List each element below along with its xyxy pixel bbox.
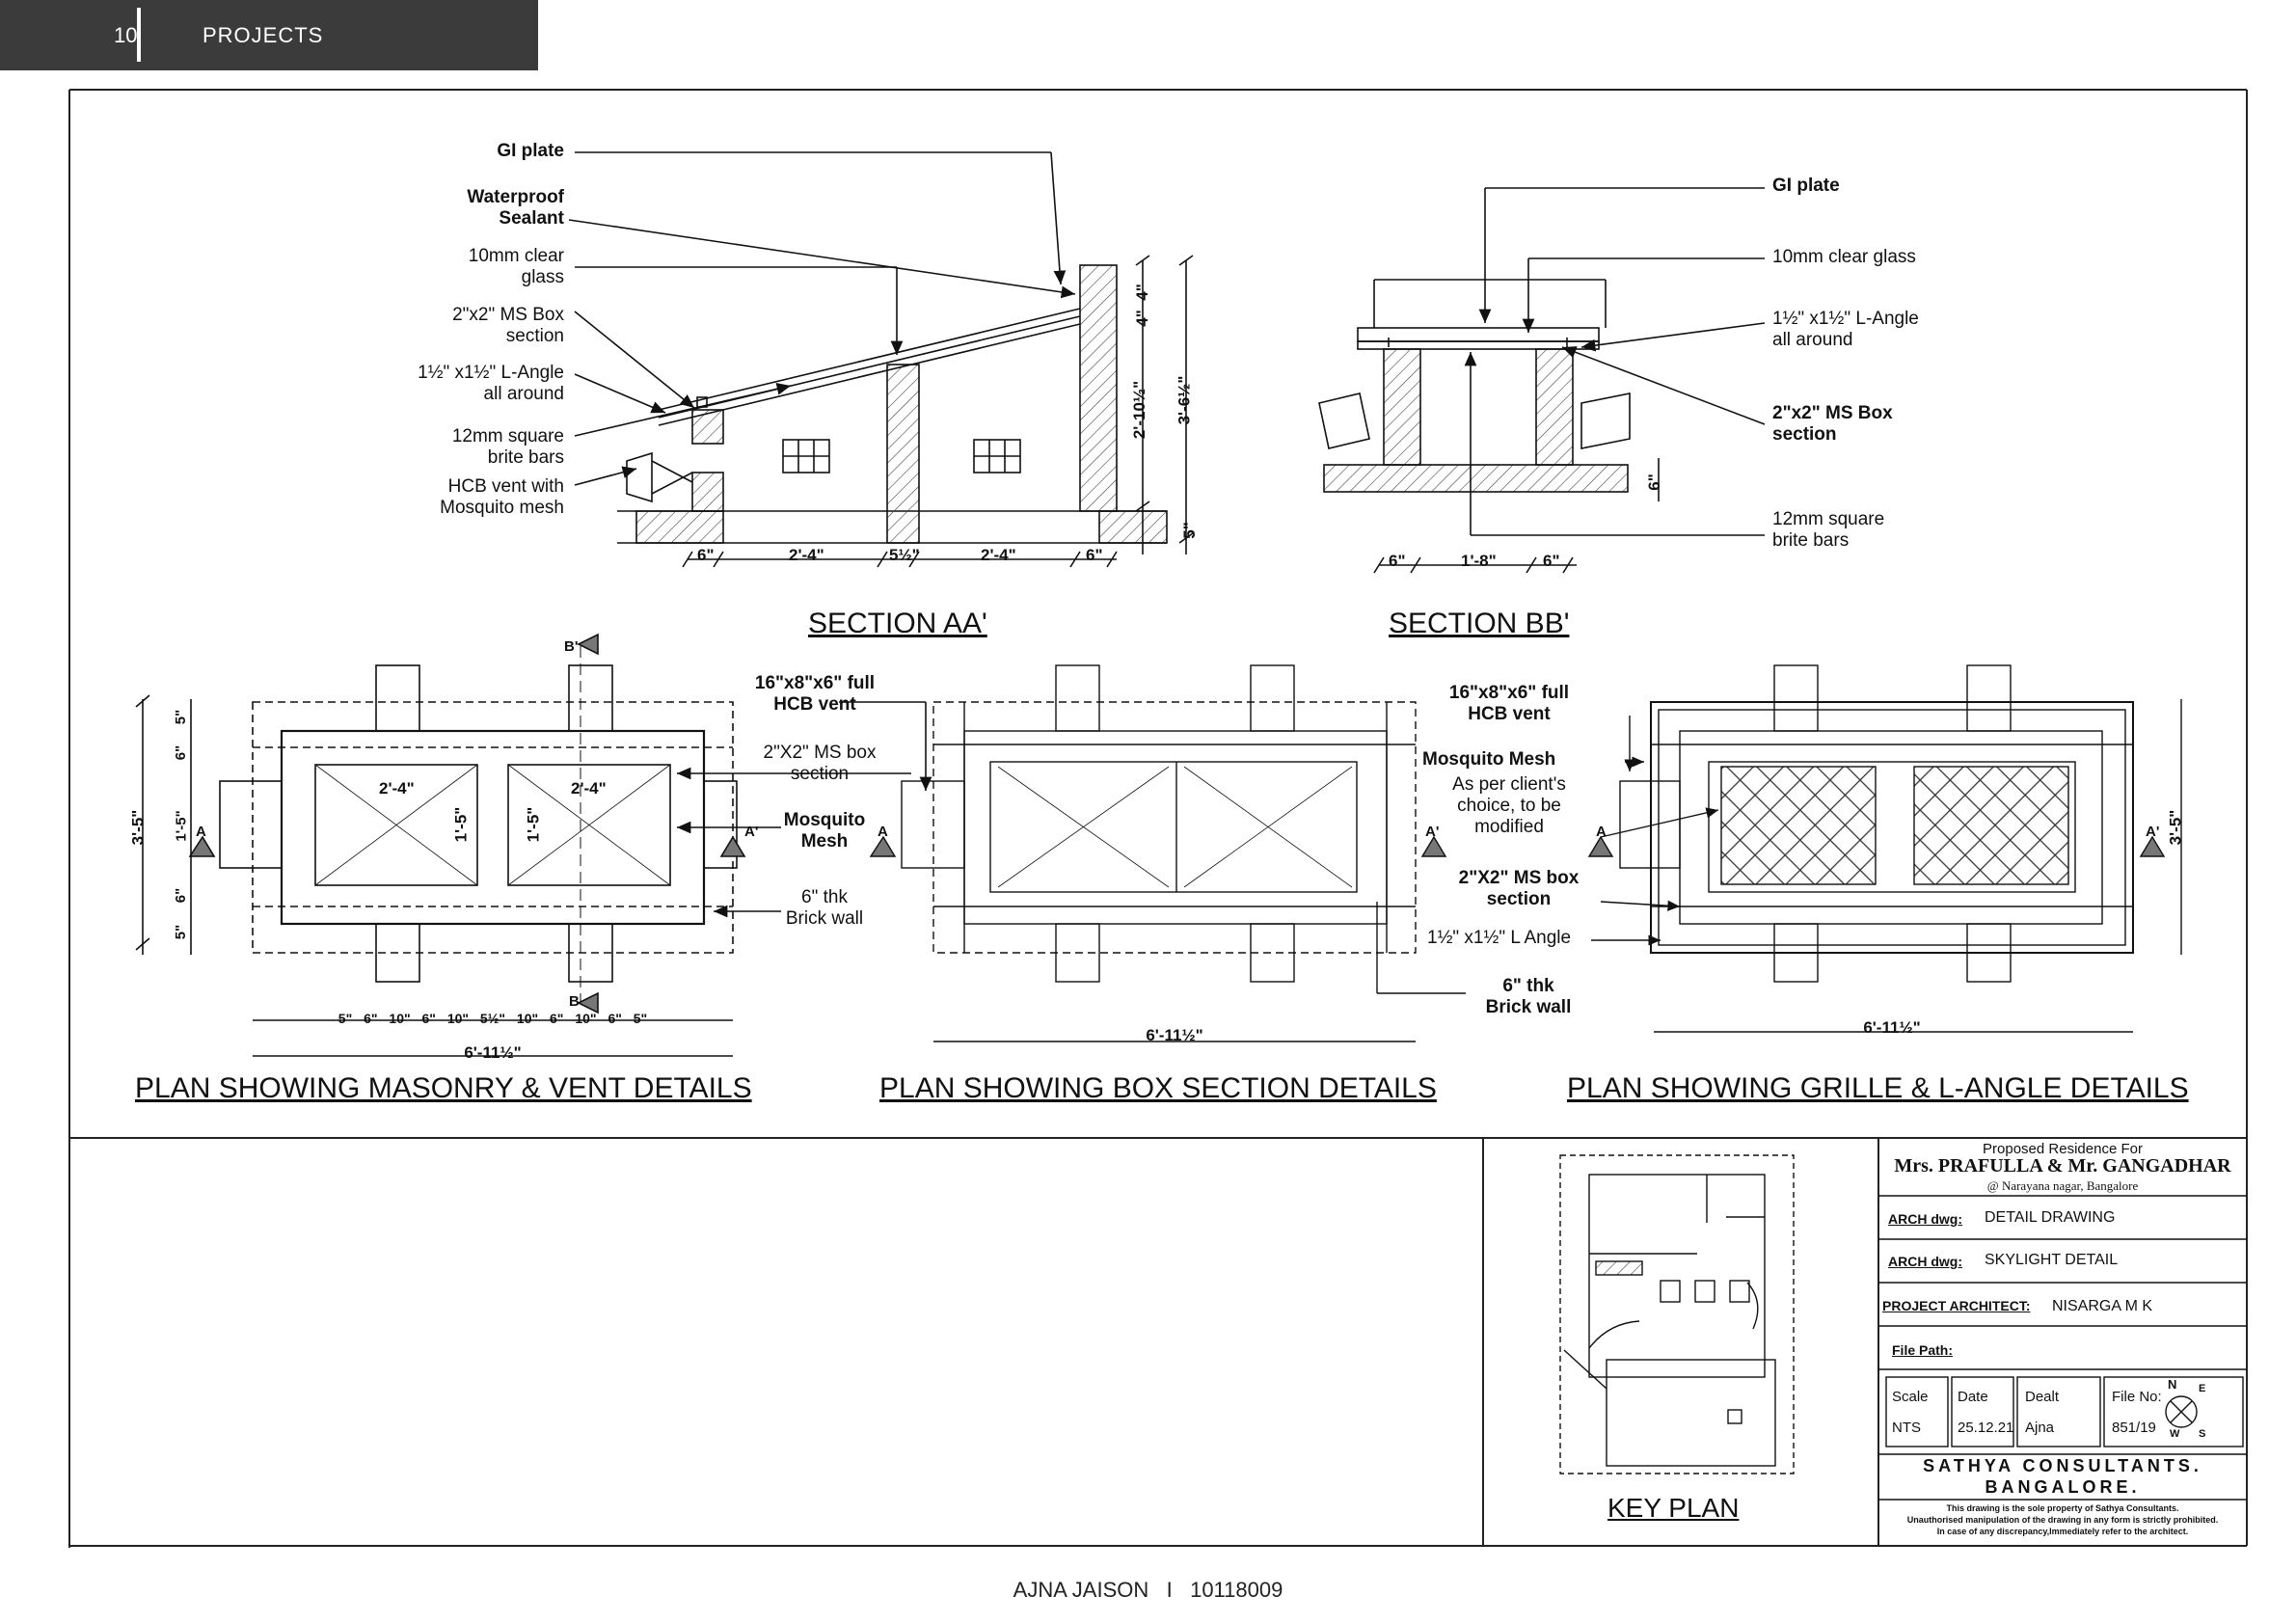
footer-author: AJNA JAISON: [1013, 1578, 1149, 1602]
pm-hcb-label: 16"x8"x6" full HCB vent: [754, 673, 876, 715]
aa-sealant-label: Waterproof Sealant: [467, 187, 564, 229]
tb-compass-n: N: [2168, 1377, 2177, 1392]
pg-mesh-label: Mosquito Mesh: [1422, 749, 1556, 770]
plan-grille-title: PLAN SHOWING GRILLE & L-ANGLE DETAILS: [1567, 1072, 2189, 1104]
aa-hcb-vent-label: HCB vent with Mosquito mesh: [440, 476, 564, 518]
pm-marker-a-prime: A': [744, 824, 759, 840]
plan-grille-drawing: [1589, 665, 2181, 1032]
pm-left-total: 3'-5": [128, 809, 148, 846]
aa-dim-2: 2'-4": [789, 546, 824, 564]
pm-left-c: 1'-5": [173, 810, 190, 842]
tb-firm-city: BANGALORE.: [1985, 1477, 2141, 1497]
tb-file-no-value: 851/19: [2112, 1420, 2156, 1436]
tb-arch-dwg-label-1: ARCH dwg:: [1888, 1211, 1962, 1227]
pg-brick-label: 6" thk Brick wall: [1485, 976, 1572, 1017]
pb-bottom-total: 6'-11½": [1146, 1026, 1203, 1044]
pm-ms-box-label: 2"X2" MS box section: [763, 743, 877, 784]
pm-brick-label: 6" thk Brick wall: [785, 887, 864, 929]
tb-scale-label: Scale: [1892, 1389, 1929, 1405]
bb-brite-bars-label: 12mm square brite bars: [1772, 509, 1885, 551]
pm-inner-w1: 2'-4": [379, 779, 415, 798]
footer-separator: I: [1166, 1578, 1173, 1602]
plan-box-title: PLAN SHOWING BOX SECTION DETAILS: [879, 1072, 1437, 1104]
pm-left-e: 5": [173, 924, 190, 940]
aa-l-angle-label: 1½" x1½" L-Angle all around: [418, 363, 564, 404]
bb-ms-box-label: 2"x2" MS Box section: [1772, 403, 1893, 445]
aa-dim-3: 5½": [889, 546, 920, 564]
pg-marker-a: A: [1596, 824, 1607, 840]
pb-marker-a: A: [878, 824, 888, 840]
tb-firm-name: SATHYA CONSULTANTS.: [1923, 1456, 2202, 1475]
plan-box-drawing: [871, 665, 1466, 1041]
aa-ms-box-label: 2"x2" MS Box section: [452, 305, 564, 346]
tb-date-value: 25.12.21: [1958, 1420, 2014, 1436]
tb-proposed: Proposed Residence For: [1983, 1141, 2143, 1157]
footer-id: 10118009: [1190, 1578, 1283, 1602]
page-number: 10: [114, 23, 138, 47]
tb-compass-s: S: [2199, 1428, 2206, 1440]
key-plan-drawing: [1560, 1155, 1794, 1474]
pg-choice-label: As per client's choice, to be modified: [1452, 774, 1566, 837]
pg-l-angle-label: 1½" x1½" L Angle: [1427, 928, 1572, 948]
pm-mesh-label: Mosquito Mesh: [783, 810, 866, 852]
aa-dim-h2: 4": [1132, 310, 1151, 327]
tb-date-label: Date: [1958, 1389, 1988, 1405]
bb-glass-label: 10mm clear glass: [1772, 247, 1916, 267]
aa-dim-h5: 5": [1179, 522, 1199, 539]
pm-marker-b-prime: B': [564, 638, 579, 655]
tb-architect-label: PROJECT ARCHITECT:: [1882, 1298, 2031, 1313]
tb-location: @ Narayana nagar, Bangalore: [1986, 1178, 2139, 1193]
tb-file-path-label: File Path:: [1892, 1342, 1954, 1358]
tb-arch-dwg-value-1: DETAIL DRAWING: [1985, 1209, 2116, 1226]
tb-compass-w: W: [2170, 1428, 2180, 1440]
aa-dim-h4: 3'-6½": [1175, 375, 1194, 425]
section-aa-drawing: [569, 152, 1193, 567]
tb-client: Mrs. PRAFULLA & Mr. GANGADHAR: [1894, 1155, 2231, 1177]
pb-marker-a-prime: A': [1425, 824, 1440, 840]
pm-inner-h1: 1'-5": [451, 806, 471, 843]
pm-inner-h2: 1'-5": [524, 806, 543, 843]
tb-architect-value: NISARGA M K: [2052, 1298, 2153, 1314]
bb-dim-2: 1'-8": [1461, 552, 1497, 570]
pm-inner-w2: 2'-4": [571, 779, 607, 798]
aa-dim-h1: 4": [1132, 284, 1151, 301]
tb-file-no-label: File No:: [2112, 1389, 2162, 1405]
pm-marker-a: A: [196, 824, 206, 840]
plan-masonry-title: PLAN SHOWING MASONRY & VENT DETAILS: [135, 1072, 752, 1104]
pg-marker-a-prime: A': [2146, 824, 2160, 840]
bb-dim-h1: 6": [1644, 473, 1663, 491]
pm-left-d: 6": [173, 887, 190, 904]
aa-dim-1: 6": [697, 546, 715, 564]
pm-bottom-row: 5" 6" 10" 6" 10" 5½" 10" 6" 10" 6" 5": [338, 1011, 648, 1026]
tb-arch-dwg-label-2: ARCH dwg:: [1888, 1254, 1962, 1269]
section-bb-title: SECTION BB': [1389, 608, 1570, 639]
pm-left-a: 5": [173, 709, 190, 725]
aa-brite-bars-label: 12mm square brite bars: [451, 426, 564, 468]
bb-dim-3: 6": [1543, 552, 1560, 570]
tb-notice: This drawing is the sole property of Sathya Consultants. Unauthorised manipulation of the drawing in any form is strictly prohibited. In case of any discrepancy,Immediately refer to the architect.: [1906, 1503, 2219, 1536]
bb-gi-plate-label: GI plate: [1772, 176, 1840, 196]
footer: [0, 1578, 2296, 1603]
aa-dim-4: 2'-4": [981, 546, 1016, 564]
aa-glass-label: 10mm clear glass: [468, 246, 564, 287]
pg-ms-box-label: 2"X2" MS box section: [1458, 868, 1580, 909]
tb-compass-e: E: [2199, 1383, 2206, 1394]
tb-dealt-value: Ajna: [2025, 1420, 2055, 1436]
tb-arch-dwg-value-2: SKYLIGHT DETAIL: [1985, 1252, 2119, 1268]
pm-left-b: 6": [173, 744, 190, 761]
tb-dealt-label: Dealt: [2025, 1389, 2060, 1405]
aa-gi-plate-label: GI plate: [497, 141, 564, 161]
bb-dim-1: 6": [1389, 552, 1406, 570]
pg-hcb-label: 16"x8"x6" full HCB vent: [1448, 683, 1570, 724]
pg-right-total: 3'-5": [2166, 809, 2185, 846]
section-bb-drawing: [1319, 188, 1765, 573]
key-plan-title: KEY PLAN: [1607, 1493, 1740, 1523]
pm-bottom-total: 6'-11½": [464, 1043, 522, 1062]
tb-scale-value: NTS: [1892, 1420, 1921, 1436]
bb-l-angle-label: 1½" x1½" L-Angle all around: [1772, 309, 1919, 350]
pg-bottom-total: 6'-11½": [1863, 1018, 1921, 1037]
section-aa-title: SECTION AA': [808, 608, 987, 639]
pm-marker-b: B: [569, 993, 580, 1010]
aa-dim-5: 6": [1086, 546, 1103, 564]
section-title: PROJECTS: [203, 23, 324, 47]
aa-dim-h3: 2'-10½": [1130, 380, 1149, 440]
